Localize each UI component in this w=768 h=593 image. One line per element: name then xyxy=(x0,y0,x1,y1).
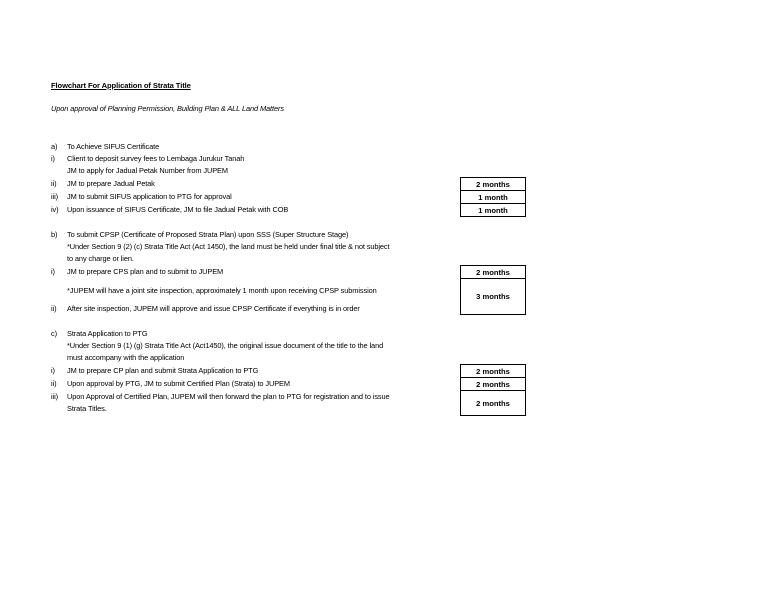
section-c-heading: Strata Application to PTG xyxy=(67,329,148,338)
section-a-heading: To Achieve SIFUS Certificate xyxy=(67,142,160,151)
duration-box: 2 months xyxy=(460,377,526,391)
section-b-heading: To submit CPSP (Certificate of Proposed Strata Plan) upon SSS (Super Structure Stage) xyxy=(67,230,349,239)
section-a-label: a) xyxy=(51,142,58,151)
item-number: iii) xyxy=(51,192,58,201)
item-text: JM to apply for Jadual Petak Number from JUPEM xyxy=(67,166,228,175)
item-text: Strata Titles. xyxy=(67,404,107,413)
section-c-label: c) xyxy=(51,329,57,338)
item-number: ii) xyxy=(51,179,57,188)
item-number: i) xyxy=(51,154,55,163)
item-text: JM to submit SIFUS application to PTG for approval xyxy=(67,192,232,201)
section-b-note: to any charge or lien. xyxy=(67,254,134,263)
item-text: JM to prepare Jadual Petak xyxy=(67,179,155,188)
duration-box: 1 month xyxy=(460,190,526,204)
item-text: JM to prepare CP plan and submit Strata Application to PTG xyxy=(67,366,259,375)
item-number: iv) xyxy=(51,205,59,214)
item-note: *JUPEM will have a joint site inspection, approximately 1 month upon receiving CPSP submission xyxy=(67,286,377,295)
section-c-note: must accompany with the application xyxy=(67,353,185,362)
section-c-note: *Under Section 9 (1) (g) Strata Title Act (Act1450), the original issue document of the title to the land xyxy=(67,341,384,350)
item-number: iii) xyxy=(51,392,58,401)
duration-box: 2 months xyxy=(460,177,526,191)
item-text: After site inspection, JUPEM will approve and issue CPSP Certificate if everything is in order xyxy=(67,304,360,313)
item-text: Upon Approval of Certified Plan, JUPEM will then forward the plan to PTG for registration and to issue xyxy=(67,392,390,401)
duration-box: 1 month xyxy=(460,203,526,217)
item-text: JM to prepare CPS plan and to submit to JUPEM xyxy=(67,267,224,276)
item-number: ii) xyxy=(51,379,57,388)
page-subtitle: Upon approval of Planning Permission, Building Plan & ALL Land Matters xyxy=(51,104,284,113)
duration-box: 3 months xyxy=(460,278,526,315)
item-number: ii) xyxy=(51,304,57,313)
page-title: Flowchart For Application of Strata Title xyxy=(51,81,191,90)
duration-box: 2 months xyxy=(460,390,526,416)
item-text: Upon approval by PTG, JM to submit Certified Plan (Strata) to JUPEM xyxy=(67,379,290,388)
duration-box: 2 months xyxy=(460,265,526,279)
item-text: Upon issuance of SIFUS Certificate, JM to file Jadual Petak with COB xyxy=(67,205,289,214)
item-number: i) xyxy=(51,267,55,276)
section-b-note: *Under Section 9 (2) (c) Strata Title Act (Act 1450), the land must be held under final title & not subject xyxy=(67,242,390,251)
section-b-label: b) xyxy=(51,230,58,239)
item-text: Client to deposit survey fees to Lembaga Jurukur Tanah xyxy=(67,154,245,163)
duration-box: 2 months xyxy=(460,364,526,378)
item-number: i) xyxy=(51,366,55,375)
